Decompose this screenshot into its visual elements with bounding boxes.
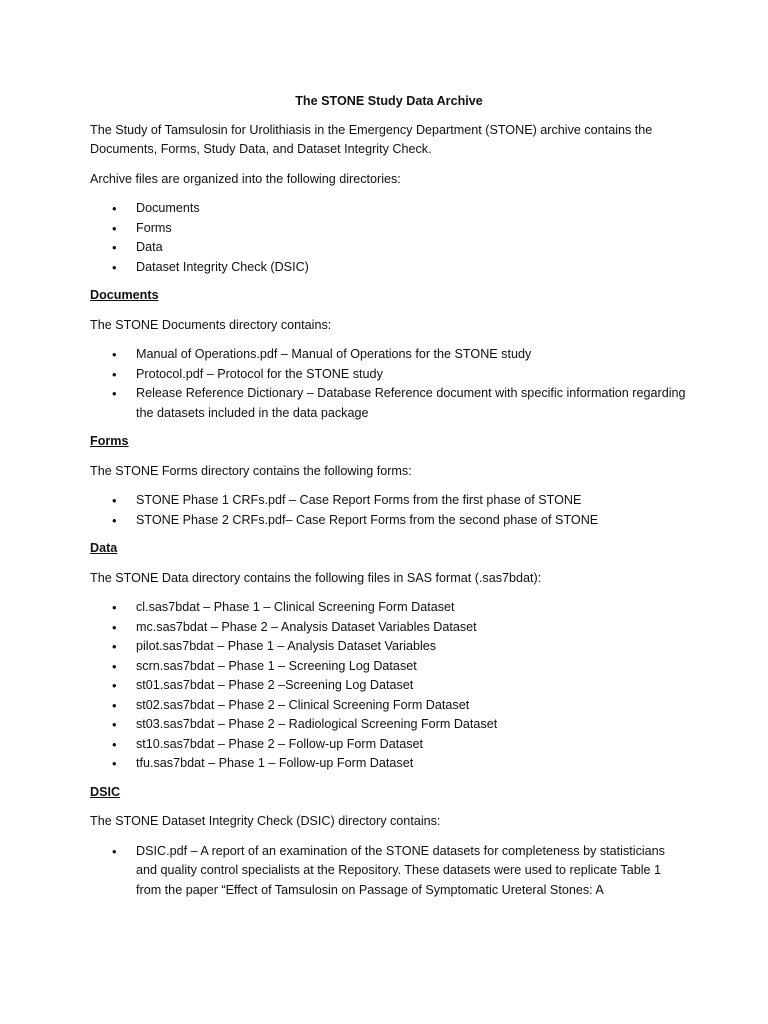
list-item: • mc.sas7bdat – Phase 2 – Analysis Dataset Variables Dataset bbox=[90, 618, 688, 638]
documents-list bbox=[90, 345, 688, 423]
list-item: • Documents bbox=[90, 199, 688, 219]
list-item: • DSIC.pdf – A report of an examination of the STONE datasets for completeness by statisticians and quality control specialists at the Repository. These datasets were used to replicate Table 1 from the paper “Effect of Tamsulosin on Passage of Symptomatic Ureteral Stones: A bbox=[112, 843, 665, 897]
directory-list bbox=[90, 199, 688, 277]
organized-paragraph: Archive files are organized into the following directories: bbox=[90, 171, 401, 186]
data-intro: The STONE Data directory contains the following files in SAS format (.sas7bdat): bbox=[90, 570, 542, 585]
bullet-icon: • bbox=[112, 220, 117, 236]
bullet-icon: • bbox=[112, 600, 117, 615]
list-item: • scrn.sas7bdat – Phase 1 – Screening Log Dataset bbox=[90, 657, 688, 677]
documents-heading: Documents bbox=[90, 288, 159, 302]
forms-intro: The STONE Forms directory contains the following forms: bbox=[90, 463, 412, 478]
bullet-icon: • bbox=[112, 240, 117, 255]
dsic-intro: The STONE Dataset Integrity Check (DSIC) directory contains: bbox=[90, 814, 441, 828]
bullet-icon: • bbox=[112, 366, 117, 382]
list-item: • st10.sas7bdat – Phase 2 – Follow-up Form Dataset bbox=[90, 735, 688, 755]
list-item: • cl.sas7bdat – Phase 1 – Clinical Screening Form Dataset bbox=[90, 598, 688, 618]
data-heading: Data bbox=[90, 541, 118, 555]
documents-intro: The STONE Documents directory contains: bbox=[90, 317, 332, 332]
intro-paragraph: The Study of Tamsulosin for Urolithiasis in the Emergency Department (STONE) archive contains the Documents, Forms, Study Data, and Dataset Integrity Check. bbox=[90, 122, 653, 156]
dsic-list bbox=[90, 842, 688, 901]
forms-list bbox=[90, 491, 688, 530]
bullet-icon: • bbox=[112, 386, 117, 401]
document-title: The STONE Study Data Archive bbox=[295, 94, 483, 108]
bullet-icon: • bbox=[112, 736, 117, 752]
bullet-icon: • bbox=[112, 658, 117, 674]
bullet-icon: • bbox=[112, 697, 117, 713]
list-item: • tfu.sas7bdat – Phase 1 – Follow-up Form Dataset bbox=[90, 754, 688, 774]
bullet-icon: • bbox=[112, 619, 117, 635]
bullet-icon: • bbox=[112, 756, 117, 771]
list-item: • Protocol.pdf – Protocol for the STONE study bbox=[90, 365, 688, 385]
bullet-icon: • bbox=[112, 512, 117, 528]
bullet-icon: • bbox=[112, 259, 117, 275]
bullet-icon: • bbox=[112, 493, 117, 508]
list-item: • Forms bbox=[90, 219, 688, 239]
bullet-icon: • bbox=[112, 843, 117, 859]
bullet-icon: • bbox=[112, 639, 117, 654]
list-item: • pilot.sas7bdat – Phase 1 – Analysis Dataset Variables bbox=[90, 637, 688, 657]
forms-heading: Forms bbox=[90, 434, 129, 448]
list-item: • Manual of Operations.pdf – Manual of Operations for the STONE study bbox=[90, 345, 688, 365]
list-item: • st03.sas7bdat – Phase 2 – Radiological Screening Form Dataset bbox=[90, 715, 688, 735]
list-item: • st02.sas7bdat – Phase 2 – Clinical Screening Form Dataset bbox=[90, 696, 688, 716]
list-item: • st01.sas7bdat – Phase 2 –Screening Log Dataset bbox=[90, 676, 688, 696]
dsic-heading: DSIC bbox=[90, 784, 121, 799]
list-item: • STONE Phase 1 CRFs.pdf – Case Report Forms from the first phase of STONE bbox=[90, 491, 688, 511]
list-item: • Data bbox=[90, 238, 688, 258]
data-list bbox=[90, 598, 688, 774]
bullet-icon: • bbox=[112, 717, 117, 732]
bullet-icon: • bbox=[112, 201, 117, 216]
list-item: • Release Reference Dictionary – Database Reference document with specific information regarding the datasets included in the data package bbox=[112, 386, 686, 420]
list-item: • Dataset Integrity Check (DSIC) bbox=[90, 258, 688, 278]
bullet-icon: • bbox=[112, 678, 117, 693]
list-item: • STONE Phase 2 CRFs.pdf– Case Report Forms from the second phase of STONE bbox=[90, 511, 688, 531]
bullet-icon: • bbox=[112, 347, 117, 362]
